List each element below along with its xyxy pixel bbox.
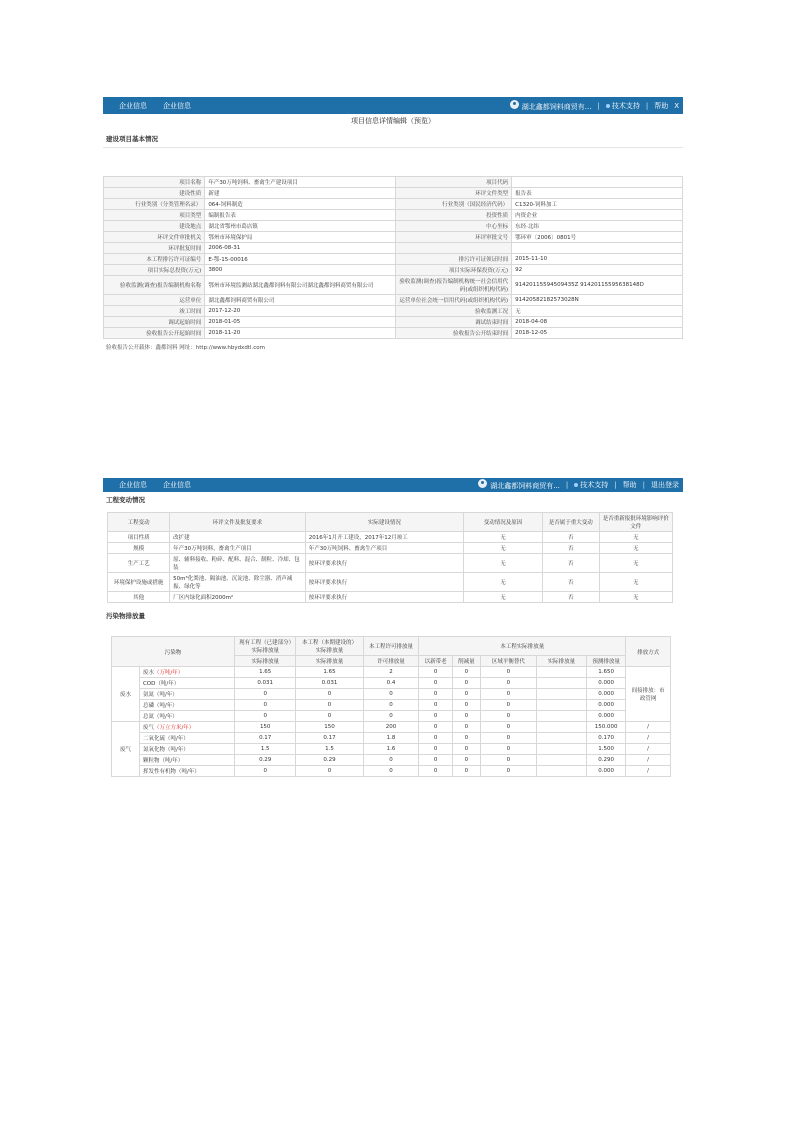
changes-cell: 无 [599, 532, 672, 543]
field-value [512, 177, 683, 188]
field-value: 编制报告表 [205, 210, 396, 221]
changes-header: 变动情况及原因 [463, 513, 542, 532]
emission-value-empty [536, 722, 586, 733]
changes-cell: 年产30万吨饲料、畜禽生产项目 [170, 543, 306, 554]
changes-row [108, 532, 673, 543]
pollutant-name: 二氧化硫（吨/年） [139, 733, 234, 744]
emission-value: 0 [419, 733, 453, 744]
top-navbar: 企业信息 企业信息 湖北鑫都饲料商贸有... | 技术支持 | 帮助 X [103, 97, 683, 114]
discharge-mode: / [626, 744, 671, 755]
emission-value: 0 [363, 755, 419, 766]
field-label [396, 243, 512, 254]
emission-row [112, 744, 671, 755]
changes-cell: 按环评要求执行 [305, 573, 463, 592]
nav-tab-company-info-b[interactable]: 企业信息 [119, 481, 147, 489]
emission-value: 0.000 [587, 700, 626, 711]
emission-value: 0 [452, 744, 480, 755]
emission-value: 0 [480, 766, 536, 777]
basic-info-row [104, 188, 683, 199]
emissions-table [111, 636, 671, 777]
col-discharge-mode: 排放方式 [626, 637, 671, 667]
emission-value: 0 [419, 722, 453, 733]
field-label: 环评批复时间 [104, 243, 205, 254]
changes-header: 是否重新报批环境影响评价文件 [599, 513, 672, 532]
col-existing: 现有工程（已建部分）实际排放量 [234, 637, 295, 656]
field-value: 2018-04-08 [512, 317, 683, 328]
emission-row [112, 755, 671, 766]
support-link-2[interactable]: 技术支持 [574, 480, 608, 490]
emission-value: 0.29 [296, 755, 363, 766]
emission-value: 0 [452, 755, 480, 766]
changes-cell: 无 [463, 573, 542, 592]
field-value: 鄂州市环境监测站湖北鑫都饲料有限公司湖北鑫都饲料商贸有限公司 [205, 276, 396, 295]
page-title: 项目信息详情编辑（预览） [351, 117, 435, 125]
basic-info-row [104, 265, 683, 276]
changes-cell: 项目性质 [108, 532, 170, 543]
sub-reduction: 削减量 [452, 656, 480, 667]
basic-info-row [104, 232, 683, 243]
pollutant-name: 颗粒物（吨/年） [139, 755, 234, 766]
emission-row [112, 667, 671, 678]
changes-cell: 无 [599, 573, 672, 592]
emission-row [112, 689, 671, 700]
field-value [512, 243, 683, 254]
field-value: 报告表 [512, 188, 683, 199]
emission-value: 0 [419, 689, 453, 700]
emission-value: 0 [419, 711, 453, 722]
basic-info-row [104, 276, 683, 295]
emission-value: 0.000 [587, 689, 626, 700]
emission-value: 2 [363, 667, 419, 678]
field-value: 064-饲料制造 [205, 199, 396, 210]
emission-row [112, 722, 671, 733]
field-label: 竣工时间 [104, 306, 205, 317]
field-label: 验收监测(调查)报告编制机构名称 [104, 276, 205, 295]
emission-value: 0 [480, 733, 536, 744]
emission-value: 0 [480, 678, 536, 689]
emission-value: 0 [363, 766, 419, 777]
discharge-mode: / [626, 722, 671, 733]
support-icon [606, 104, 610, 108]
emission-value-empty [536, 667, 586, 678]
pollutant-name: 废气（万立方米/年） [139, 722, 234, 733]
sub-regional: 区域平衡替代 [480, 656, 536, 667]
changes-row [108, 543, 673, 554]
sub-actual-3: 实际排放量 [536, 656, 586, 667]
field-label: 验收报告公开起始时间 [104, 328, 205, 339]
field-label: 建设性质 [104, 188, 205, 199]
emission-value: 0 [363, 711, 419, 722]
help-link[interactable]: 帮助 [654, 101, 669, 110]
field-label: 项目代码 [396, 177, 512, 188]
sub-actual: 实际排放量 [234, 656, 295, 667]
emission-group: 废水 [112, 667, 140, 722]
emission-value: 0 [419, 755, 453, 766]
changes-cell: 无 [463, 543, 542, 554]
emission-value: 0.17 [296, 733, 363, 744]
field-value: 湖北省鄂州市葛店镇 [205, 221, 396, 232]
changes-cell: 按环评要求执行 [305, 554, 463, 573]
col-pollutant: 污染物 [112, 637, 235, 667]
col-this-project: 本工程（本期建设的）实际排放量 [296, 637, 363, 656]
field-value: 2018-11-20 [205, 328, 396, 339]
user-menu-2[interactable]: 湖北鑫都饲料商贸有... [478, 479, 560, 491]
emission-value: 0 [480, 667, 536, 678]
changes-cell: 无 [599, 543, 672, 554]
emission-group: 废气 [112, 722, 140, 777]
emission-value: 0.000 [587, 711, 626, 722]
field-value: C1320-饲料加工 [512, 199, 683, 210]
basic-info-row [104, 254, 683, 265]
field-value: 92 [512, 265, 683, 276]
changes-cell: 否 [543, 532, 600, 543]
emission-value-empty [536, 766, 586, 777]
emission-value: 0 [419, 678, 453, 689]
pollutant-name: 氨氮（吨/年） [139, 689, 234, 700]
field-label: 运营单位 [104, 295, 205, 306]
col-permit: 本工程许可排放量 [363, 637, 419, 656]
changes-cell: 按环评要求执行 [305, 592, 463, 603]
emission-value: 0 [363, 700, 419, 711]
emission-value-empty [536, 733, 586, 744]
emission-row [112, 711, 671, 722]
section-title-emissions: 污染物排放量 [106, 612, 145, 620]
emission-value: 0 [234, 700, 295, 711]
field-label: 验收报告公开结束时间 [396, 328, 512, 339]
changes-cell: 原、辅料接收、粉碎、配料、混合、制粒、冷却、包装 [170, 554, 306, 573]
changes-cell: 环境保护设施或措施 [108, 573, 170, 592]
emission-value: 0 [234, 766, 295, 777]
changes-header: 实际建设情况 [305, 513, 463, 532]
field-value: 湖北鑫都饲料商贸有限公司 [205, 295, 396, 306]
changes-cell: 否 [543, 543, 600, 554]
emission-value: 150.000 [587, 722, 626, 733]
field-value: 东经·北纬 [512, 221, 683, 232]
emission-value: 0 [419, 744, 453, 755]
emission-row [112, 733, 671, 744]
emission-value: 0.29 [234, 755, 295, 766]
emission-value-empty [536, 711, 586, 722]
emission-value: 0 [452, 711, 480, 722]
changes-cell: 生产工艺 [108, 554, 170, 573]
basic-info-table [103, 176, 683, 339]
field-label: 调试起始时间 [104, 317, 205, 328]
field-value: 2015-11-10 [512, 254, 683, 265]
changes-cell: 无 [463, 592, 542, 603]
emission-value: 1.6 [363, 744, 419, 755]
emission-value: 0.031 [234, 678, 295, 689]
emission-value: 0 [296, 766, 363, 777]
field-label: 环评文件类型 [396, 188, 512, 199]
emission-value: 0.170 [587, 733, 626, 744]
discharge-mode: / [626, 733, 671, 744]
emission-value: 150 [234, 722, 295, 733]
changes-row [108, 592, 673, 603]
changes-row [108, 554, 673, 573]
emission-value: 0 [419, 667, 453, 678]
changes-header: 是否属于重大变动 [543, 513, 600, 532]
nav-tab-company-info[interactable]: 企业信息 [119, 101, 147, 110]
emission-value: 0 [452, 689, 480, 700]
emission-value: 1.650 [587, 667, 626, 678]
user-avatar-icon [478, 479, 487, 488]
col-changes: 本工程实际排放量 [419, 637, 626, 656]
changes-cell: 50m³化粪池、隔油池、沉淀池、除尘器、消声减振、绿化等 [170, 573, 306, 592]
pollutant-name: COD（吨/年） [139, 678, 234, 689]
field-label: 项目类型 [104, 210, 205, 221]
emission-value: 0 [296, 689, 363, 700]
screenshot-1 [103, 97, 683, 355]
field-label: 项目实际环保投资(万元) [396, 265, 512, 276]
field-label: 环评审批文号 [396, 232, 512, 243]
changes-cell: 厂区内绿化面积2000m² [170, 592, 306, 603]
field-label: 建设地点 [104, 221, 205, 232]
pollutant-name: 挥发性有机物（吨/年） [139, 766, 234, 777]
section-title-changes: 工程变动情况 [106, 496, 145, 504]
field-value: 鄂州市环境保护局 [205, 232, 396, 243]
emission-value: 0 [234, 711, 295, 722]
changes-cell: 否 [543, 573, 600, 592]
emission-value: 0 [452, 678, 480, 689]
changes-cell: 无 [599, 592, 672, 603]
field-label: 本工程排污许可证编号 [104, 254, 205, 265]
field-value: 年产30万吨饲料、畜禽生产建设项目 [205, 177, 396, 188]
changes-cell: 2016年1月开工建设，2017年12月竣工 [305, 532, 463, 543]
field-value: 内资企业 [512, 210, 683, 221]
emission-value: 0 [296, 700, 363, 711]
emission-value: 0 [296, 711, 363, 722]
user-avatar-icon [510, 100, 519, 109]
pollutant-name: 总氮（吨/年） [139, 711, 234, 722]
changes-row [108, 573, 673, 592]
emission-value: 0 [480, 722, 536, 733]
basic-info-row [104, 295, 683, 306]
field-label: 行业类别（国民经济代码） [396, 199, 512, 210]
emission-row [112, 766, 671, 777]
field-label: 排污许可证领证时间 [396, 254, 512, 265]
emission-value: 0.000 [587, 678, 626, 689]
basic-info-row [104, 328, 683, 339]
field-label: 环评文件审批机关 [104, 232, 205, 243]
emission-value: 1.8 [363, 733, 419, 744]
emission-value-empty [536, 689, 586, 700]
changes-header: 工程变动 [108, 513, 170, 532]
logout-link[interactable]: 退出登录 [651, 481, 679, 489]
help-link-2[interactable]: 帮助 [622, 481, 637, 489]
basic-info-row [104, 210, 683, 221]
field-value: 2018-12-05 [512, 328, 683, 339]
nav-tab-company-info-2[interactable]: 企业信息 [163, 101, 191, 110]
basic-info-row [104, 306, 683, 317]
emission-value-empty [536, 744, 586, 755]
field-label: 调试结束时间 [396, 317, 512, 328]
changes-cell: 改扩建 [170, 532, 306, 543]
field-label: 验收监测(调查)报告编制机构统一社会信用代码(或组织机构代码) [396, 276, 512, 295]
field-value: E-鄂-15-00016 [205, 254, 396, 265]
emission-value: 0 [452, 733, 480, 744]
changes-header: 环评文件及批复要求 [170, 513, 306, 532]
support-icon [574, 483, 578, 487]
top-navbar-2: 企业信息 企业信息 湖北鑫都饲料商贸有... | 技术支持 | 帮助 | 退出登录 [103, 478, 683, 492]
emission-value: 0 [419, 700, 453, 711]
discharge-mode: / [626, 766, 671, 777]
changes-cell: 年产30万吨饲料、畜禽生产项目 [305, 543, 463, 554]
changes-cell: 无 [463, 554, 542, 573]
emission-value: 0 [480, 755, 536, 766]
emission-value: 200 [363, 722, 419, 733]
screenshot-2 [103, 478, 683, 777]
support-link[interactable]: 技术支持 [606, 101, 640, 111]
section-title-basic-info: 建设项目基本情况 [103, 128, 683, 148]
emission-row [112, 700, 671, 711]
sub-permit: 许可排放量 [363, 656, 419, 667]
emission-value: 0.000 [587, 766, 626, 777]
emission-value: 0 [452, 722, 480, 733]
field-label: 行业类别（分类管理名录） [104, 199, 205, 210]
pollutant-name: 废水（万吨/年） [139, 667, 234, 678]
field-value: 2006-08-31 [205, 243, 396, 254]
emission-value: 0 [234, 689, 295, 700]
basic-info-row [104, 317, 683, 328]
field-label: 项目实际总投资(万元) [104, 265, 205, 276]
sub-actual-2: 实际排放量 [296, 656, 363, 667]
emission-value-empty [536, 678, 586, 689]
discharge-mode: 间接排放：市政管网 [626, 667, 671, 722]
emission-value: 0 [480, 689, 536, 700]
emission-row [112, 678, 671, 689]
field-value: 2017-12-20 [205, 306, 396, 317]
emission-value: 1.65 [234, 667, 295, 678]
field-value: 新建 [205, 188, 396, 199]
field-value: 3800 [205, 265, 396, 276]
close-button[interactable]: X [674, 101, 679, 110]
emission-value: 0 [363, 689, 419, 700]
discharge-mode: / [626, 755, 671, 766]
changes-cell: 其他 [108, 592, 170, 603]
field-label: 中心坐标 [396, 221, 512, 232]
field-label: 验收监测工况 [396, 306, 512, 317]
user-menu[interactable]: 湖北鑫都饲料商贸有... [510, 100, 592, 112]
basic-info-row [104, 177, 683, 188]
emission-value: 0 [480, 744, 536, 755]
changes-cell: 规模 [108, 543, 170, 554]
field-value: 91420582182573028N [512, 295, 683, 306]
basic-info-row [104, 243, 683, 254]
emission-value: 150 [296, 722, 363, 733]
pollutant-name: 总磷（吨/年） [139, 700, 234, 711]
emission-value-empty [536, 700, 586, 711]
emission-value: 1.65 [296, 667, 363, 678]
field-label: 项目名称 [104, 177, 205, 188]
changes-cell: 否 [543, 592, 600, 603]
field-value: 91420115594509435Z 91420115595638148D [512, 276, 683, 295]
emission-value-empty [536, 755, 586, 766]
changes-table [107, 512, 673, 603]
emission-value: 0.17 [234, 733, 295, 744]
emission-value: 0.290 [587, 755, 626, 766]
pollutant-name: 氮氧化物（吨/年） [139, 744, 234, 755]
emission-value: 0 [419, 766, 453, 777]
changes-cell: 否 [543, 554, 600, 573]
field-value: 无 [512, 306, 683, 317]
emission-value: 0 [452, 766, 480, 777]
disclosure-note: 验收报告公开载体：鑫都饲料 网址：http://www.hbydxdtl.com [106, 345, 265, 351]
field-label: 运营单位社会统一信用代码(或组织机构代码) [396, 295, 512, 306]
emission-value: 0.031 [296, 678, 363, 689]
emission-value: 0 [452, 667, 480, 678]
field-label: 投资性质 [396, 210, 512, 221]
emission-value: 1.500 [587, 744, 626, 755]
sub-forecast: 预测排放量 [587, 656, 626, 667]
emission-value: 1.5 [234, 744, 295, 755]
field-value: 鄂环审〔2006〕0801号 [512, 232, 683, 243]
changes-cell: 无 [463, 532, 542, 543]
emission-value: 0.4 [363, 678, 419, 689]
emission-value: 0 [452, 700, 480, 711]
nav-tab-company-info-b2[interactable]: 企业信息 [163, 481, 191, 489]
emission-value: 0 [480, 700, 536, 711]
emission-value: 1.5 [296, 744, 363, 755]
sub-new-old: 以新带老 [419, 656, 453, 667]
basic-info-row [104, 199, 683, 210]
changes-cell: 无 [599, 554, 672, 573]
basic-info-row [104, 221, 683, 232]
emission-value: 0 [480, 711, 536, 722]
field-value: 2018-01-05 [205, 317, 396, 328]
